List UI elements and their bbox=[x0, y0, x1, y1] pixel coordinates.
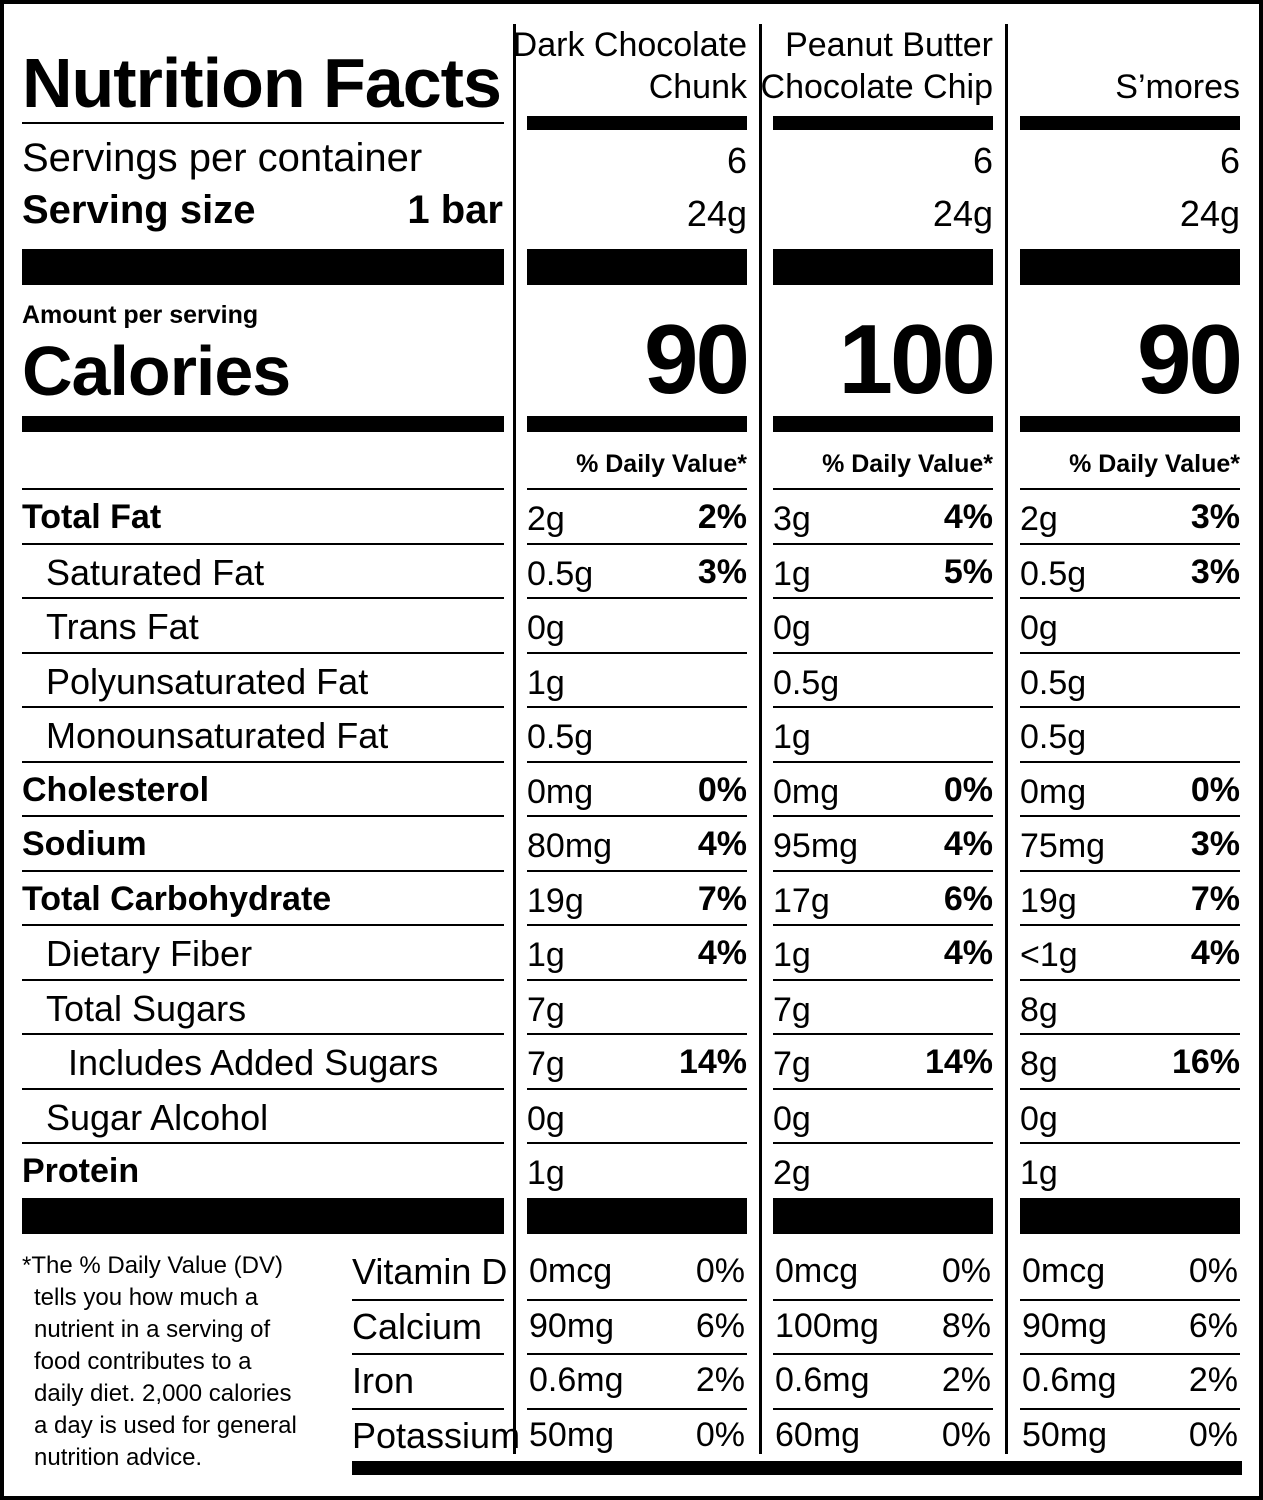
row-rule bbox=[527, 761, 747, 763]
nutrient-amount: 0mg bbox=[773, 772, 840, 811]
row-rule bbox=[527, 706, 747, 708]
footnote-line: a day is used for general bbox=[34, 1412, 297, 1439]
nutrient-daily-value: 3% bbox=[1190, 552, 1240, 591]
nutrient-amount: 1g bbox=[773, 718, 811, 756]
vitamin-amount: 0.6mg bbox=[1022, 1361, 1117, 1399]
row-rule bbox=[773, 1142, 993, 1144]
row-rule bbox=[527, 597, 747, 599]
column-divider bbox=[759, 24, 762, 1454]
vitamin-amount: 0.6mg bbox=[529, 1361, 624, 1399]
product-header-rule bbox=[1020, 116, 1240, 130]
vitamin-amount: 90mg bbox=[1022, 1306, 1108, 1345]
nutrient-label: Total Sugars bbox=[46, 987, 247, 1029]
daily-value-footnote bbox=[22, 1250, 322, 1474]
nutrient-amount: 19g bbox=[527, 881, 584, 920]
footnote-line: tells you how much a bbox=[34, 1284, 259, 1311]
row-rule bbox=[1020, 1408, 1240, 1410]
row-rule bbox=[1020, 815, 1240, 817]
nutrient-amount: 8g bbox=[1020, 1045, 1058, 1083]
nutrient-label: Total Fat bbox=[22, 498, 162, 536]
nutrient-amount: 80mg bbox=[527, 827, 613, 865]
row-rule bbox=[773, 706, 993, 708]
row-rule bbox=[22, 815, 504, 817]
nutrient-daily-value: 4% bbox=[943, 825, 993, 863]
row-rule bbox=[1020, 1088, 1240, 1090]
row-rule bbox=[22, 761, 504, 763]
nutrient-daily-value: 14% bbox=[924, 1043, 993, 1081]
calories-value: 100 bbox=[838, 304, 993, 414]
nutrient-daily-value: 6% bbox=[943, 879, 993, 918]
vitamin-daily-value: 0% bbox=[1188, 1252, 1238, 1290]
product-name: Chunk bbox=[648, 68, 747, 106]
footnote-line: daily diet. 2,000 calories bbox=[34, 1380, 292, 1407]
nutrient-amount: 0.5g bbox=[1020, 663, 1087, 702]
servings-value: 6 bbox=[726, 140, 747, 181]
product-header-rule bbox=[773, 116, 993, 130]
nutrient-amount: 1g bbox=[527, 663, 565, 702]
medium-rule bbox=[773, 416, 993, 432]
vitamin-daily-value: 0% bbox=[1188, 1415, 1238, 1454]
nutrient-daily-value: 0% bbox=[943, 770, 993, 809]
footnote-line: *The % Daily Value (DV) bbox=[22, 1252, 283, 1279]
nutrient-amount: 0.5g bbox=[527, 718, 594, 756]
nutrient-daily-value: 16% bbox=[1171, 1043, 1240, 1081]
row-rule bbox=[773, 1408, 993, 1410]
amount-per-serving-label: Amount per serving bbox=[22, 301, 259, 329]
row-rule bbox=[22, 706, 504, 708]
row-rule bbox=[527, 652, 747, 654]
nutrient-daily-value: 3% bbox=[697, 552, 747, 591]
nutrient-label: Trans Fat bbox=[46, 606, 199, 647]
nutrient-amount: 0.5g bbox=[1020, 718, 1087, 756]
nutrient-amount: 1g bbox=[527, 1154, 565, 1192]
row-rule bbox=[527, 815, 747, 817]
thick-rule bbox=[1020, 249, 1240, 285]
nutrient-amount: 3g bbox=[773, 500, 811, 538]
nutrient-amount: 0g bbox=[527, 1099, 565, 1138]
vitamin-amount: 0mcg bbox=[529, 1252, 613, 1290]
row-rule bbox=[773, 1353, 993, 1355]
nutrient-amount: 2g bbox=[527, 500, 565, 538]
nutrient-amount: 0g bbox=[1020, 609, 1058, 647]
nutrient-label: Includes Added Sugars bbox=[68, 1042, 439, 1083]
calories-value: 90 bbox=[643, 304, 747, 414]
vitamin-amount: 50mg bbox=[529, 1415, 615, 1454]
row-rule bbox=[1020, 870, 1240, 872]
nutrient-label: Monounsaturated Fat bbox=[46, 715, 389, 756]
title-rule bbox=[22, 122, 504, 124]
row-rule bbox=[352, 1408, 504, 1410]
nutrient-amount: 0g bbox=[773, 609, 811, 647]
vitamin-daily-value: 0% bbox=[695, 1252, 745, 1290]
row-rule bbox=[773, 1033, 993, 1035]
row-rule bbox=[1020, 543, 1240, 545]
vitamin-amount: 100mg bbox=[775, 1306, 879, 1345]
vitamin-amount: 90mg bbox=[529, 1306, 615, 1345]
medium-rule bbox=[1020, 416, 1240, 432]
row-rule bbox=[22, 1142, 504, 1144]
servings-value: 6 bbox=[972, 140, 993, 181]
serving-size-value: 1 bar bbox=[407, 188, 503, 232]
thick-rule bbox=[22, 1198, 504, 1234]
row-rule bbox=[22, 543, 504, 545]
row-rule bbox=[527, 543, 747, 545]
row-rule bbox=[22, 1088, 504, 1090]
row-rule bbox=[1020, 1353, 1240, 1355]
row-rule bbox=[773, 652, 993, 654]
row-rule bbox=[22, 924, 504, 926]
serving-size-label: Serving size bbox=[22, 188, 256, 232]
nutrient-label: Sugar Alcohol bbox=[46, 1096, 269, 1138]
calories-label: Calories bbox=[22, 332, 291, 410]
nutrient-amount: 19g bbox=[1020, 881, 1077, 920]
vitamin-daily-value: 2% bbox=[941, 1361, 991, 1399]
vitamin-amount: 0mcg bbox=[1022, 1252, 1106, 1290]
row-rule bbox=[527, 1299, 747, 1301]
nutrient-amount: 0g bbox=[1020, 1099, 1058, 1138]
serving-size-value: 24g bbox=[686, 193, 747, 234]
nutrient-daily-value: 4% bbox=[1190, 934, 1240, 972]
nutrient-amount: 7g bbox=[773, 1045, 811, 1083]
nutrient-label: Polyunsaturated Fat bbox=[46, 660, 369, 702]
vitamin-daily-value: 0% bbox=[941, 1252, 991, 1290]
vitamin-amount: 0mcg bbox=[775, 1252, 859, 1290]
row-rule bbox=[773, 1088, 993, 1090]
serving-size-value: 24g bbox=[932, 193, 993, 234]
row-rule bbox=[527, 1088, 747, 1090]
vitamin-amount: 0.6mg bbox=[775, 1361, 870, 1399]
row-rule bbox=[773, 543, 993, 545]
nutrient-amount: 17g bbox=[773, 881, 830, 920]
nutrient-amount: 1g bbox=[773, 936, 811, 974]
nutrient-amount: <1g bbox=[1020, 936, 1078, 974]
nutrient-daily-value: 4% bbox=[943, 498, 993, 536]
column-divider bbox=[1005, 24, 1008, 1454]
row-rule bbox=[527, 924, 747, 926]
thick-rule bbox=[773, 249, 993, 285]
nutrient-daily-value: 14% bbox=[678, 1043, 747, 1081]
thick-rule bbox=[22, 249, 504, 285]
nutrient-label: Cholesterol bbox=[22, 770, 210, 809]
row-rule bbox=[1020, 706, 1240, 708]
nutrient-daily-value: 0% bbox=[1190, 770, 1240, 809]
nutrient-amount: 7g bbox=[527, 990, 565, 1029]
vitamin-daily-value: 2% bbox=[1188, 1361, 1238, 1399]
vitamin-amount: 50mg bbox=[1022, 1415, 1108, 1454]
nutrient-daily-value: 4% bbox=[943, 934, 993, 972]
vitamin-label: Iron bbox=[352, 1360, 415, 1401]
nutrient-amount: 7g bbox=[527, 1045, 565, 1083]
nutrient-daily-value: 7% bbox=[1190, 879, 1240, 918]
nutrient-amount: 8g bbox=[1020, 990, 1058, 1029]
vitamin-daily-value: 6% bbox=[695, 1306, 745, 1345]
nutrient-amount: 2g bbox=[773, 1154, 811, 1192]
row-rule bbox=[773, 488, 993, 490]
medium-rule bbox=[22, 416, 504, 432]
product-name: Chocolate Chip bbox=[760, 68, 993, 106]
nutrient-label: Total Carbohydrate bbox=[22, 879, 332, 918]
row-rule bbox=[1020, 652, 1240, 654]
product-name: Dark Chocolate bbox=[512, 26, 747, 64]
vitamin-daily-value: 6% bbox=[1188, 1306, 1238, 1345]
row-rule bbox=[22, 1033, 504, 1035]
row-rule bbox=[1020, 1299, 1240, 1301]
nutrient-daily-value: 4% bbox=[697, 934, 747, 972]
daily-value-header: % Daily Value* bbox=[576, 450, 747, 478]
nutrient-daily-value: 0% bbox=[697, 770, 747, 809]
column-divider bbox=[513, 24, 516, 1454]
footnote-line: food contributes to a bbox=[34, 1348, 252, 1375]
nutrient-amount: 7g bbox=[773, 990, 811, 1029]
product-name: Peanut Butter bbox=[785, 26, 993, 64]
nutrient-amount: 0g bbox=[527, 609, 565, 647]
vitamin-label: Calcium bbox=[352, 1305, 483, 1347]
row-rule bbox=[527, 488, 747, 490]
row-rule bbox=[22, 488, 504, 490]
label-title: Nutrition Facts bbox=[22, 44, 501, 122]
serving-size-value: 24g bbox=[1179, 193, 1240, 234]
row-rule bbox=[527, 979, 747, 981]
row-rule bbox=[527, 1353, 747, 1355]
bottom-rule bbox=[352, 1461, 1242, 1475]
row-rule bbox=[22, 597, 504, 599]
nutrient-amount: 0mg bbox=[1020, 772, 1087, 811]
row-rule bbox=[1020, 761, 1240, 763]
nutrient-amount: 0.5g bbox=[1020, 554, 1087, 593]
row-rule bbox=[22, 652, 504, 654]
nutrient-amount: 0.5g bbox=[773, 663, 840, 702]
nutrient-amount: 1g bbox=[527, 936, 565, 974]
nutrient-daily-value: 3% bbox=[1190, 825, 1240, 863]
nutrient-daily-value: 4% bbox=[697, 825, 747, 863]
row-rule bbox=[527, 1033, 747, 1035]
nutrient-amount: 0g bbox=[773, 1099, 811, 1138]
servings-value: 6 bbox=[1219, 140, 1240, 181]
servings-per-container-label: Servings per container bbox=[22, 136, 423, 180]
nutrient-label: Sodium bbox=[22, 825, 147, 863]
row-rule bbox=[773, 924, 993, 926]
nutrient-amount: 1g bbox=[773, 554, 811, 593]
nutrient-amount: 2g bbox=[1020, 500, 1058, 538]
nutrient-daily-value: 7% bbox=[697, 879, 747, 918]
nutrient-amount: 95mg bbox=[773, 827, 859, 865]
vitamin-label: Potassium bbox=[352, 1414, 521, 1456]
row-rule bbox=[1020, 1033, 1240, 1035]
footnote-line: nutrition advice. bbox=[34, 1444, 203, 1471]
nutrient-daily-value: 3% bbox=[1190, 498, 1240, 536]
vitamin-label: Vitamin D bbox=[352, 1251, 508, 1292]
nutrient-daily-value: 2% bbox=[697, 498, 747, 536]
row-rule bbox=[1020, 597, 1240, 599]
thick-rule bbox=[527, 1198, 747, 1234]
nutrient-amount: 75mg bbox=[1020, 827, 1106, 865]
row-rule bbox=[773, 815, 993, 817]
row-rule bbox=[527, 1408, 747, 1410]
row-rule bbox=[527, 870, 747, 872]
vitamin-daily-value: 8% bbox=[941, 1306, 991, 1345]
row-rule bbox=[22, 979, 504, 981]
row-rule bbox=[773, 761, 993, 763]
row-rule bbox=[1020, 924, 1240, 926]
row-rule bbox=[352, 1299, 504, 1301]
row-rule bbox=[773, 979, 993, 981]
row-rule bbox=[1020, 1142, 1240, 1144]
nutrient-label: Dietary Fiber bbox=[46, 933, 253, 974]
vitamin-daily-value: 0% bbox=[695, 1415, 745, 1454]
thick-rule bbox=[527, 249, 747, 285]
row-rule bbox=[527, 1142, 747, 1144]
daily-value-header: % Daily Value* bbox=[822, 450, 993, 478]
row-rule bbox=[22, 870, 504, 872]
medium-rule bbox=[527, 416, 747, 432]
row-rule bbox=[1020, 488, 1240, 490]
nutrient-label: Protein bbox=[22, 1152, 140, 1190]
product-name: S’mores bbox=[1115, 68, 1240, 106]
vitamin-daily-value: 0% bbox=[941, 1415, 991, 1454]
nutrient-amount: 1g bbox=[1020, 1154, 1058, 1192]
thick-rule bbox=[773, 1198, 993, 1234]
calories-value: 90 bbox=[1136, 304, 1240, 414]
nutrient-daily-value: 5% bbox=[943, 552, 993, 591]
nutrient-label: Saturated Fat bbox=[46, 551, 265, 593]
thick-rule bbox=[1020, 1198, 1240, 1234]
product-header-rule bbox=[527, 116, 747, 130]
row-rule bbox=[1020, 979, 1240, 981]
daily-value-header: % Daily Value* bbox=[1069, 450, 1240, 478]
row-rule bbox=[773, 1299, 993, 1301]
footnote-line: nutrient in a serving of bbox=[34, 1316, 271, 1343]
row-rule bbox=[773, 870, 993, 872]
vitamin-amount: 60mg bbox=[775, 1415, 861, 1454]
vitamin-daily-value: 2% bbox=[695, 1361, 745, 1399]
nutrient-amount: 0.5g bbox=[527, 554, 594, 593]
nutrient-amount: 0mg bbox=[527, 772, 594, 811]
row-rule bbox=[352, 1353, 504, 1355]
row-rule bbox=[773, 597, 993, 599]
